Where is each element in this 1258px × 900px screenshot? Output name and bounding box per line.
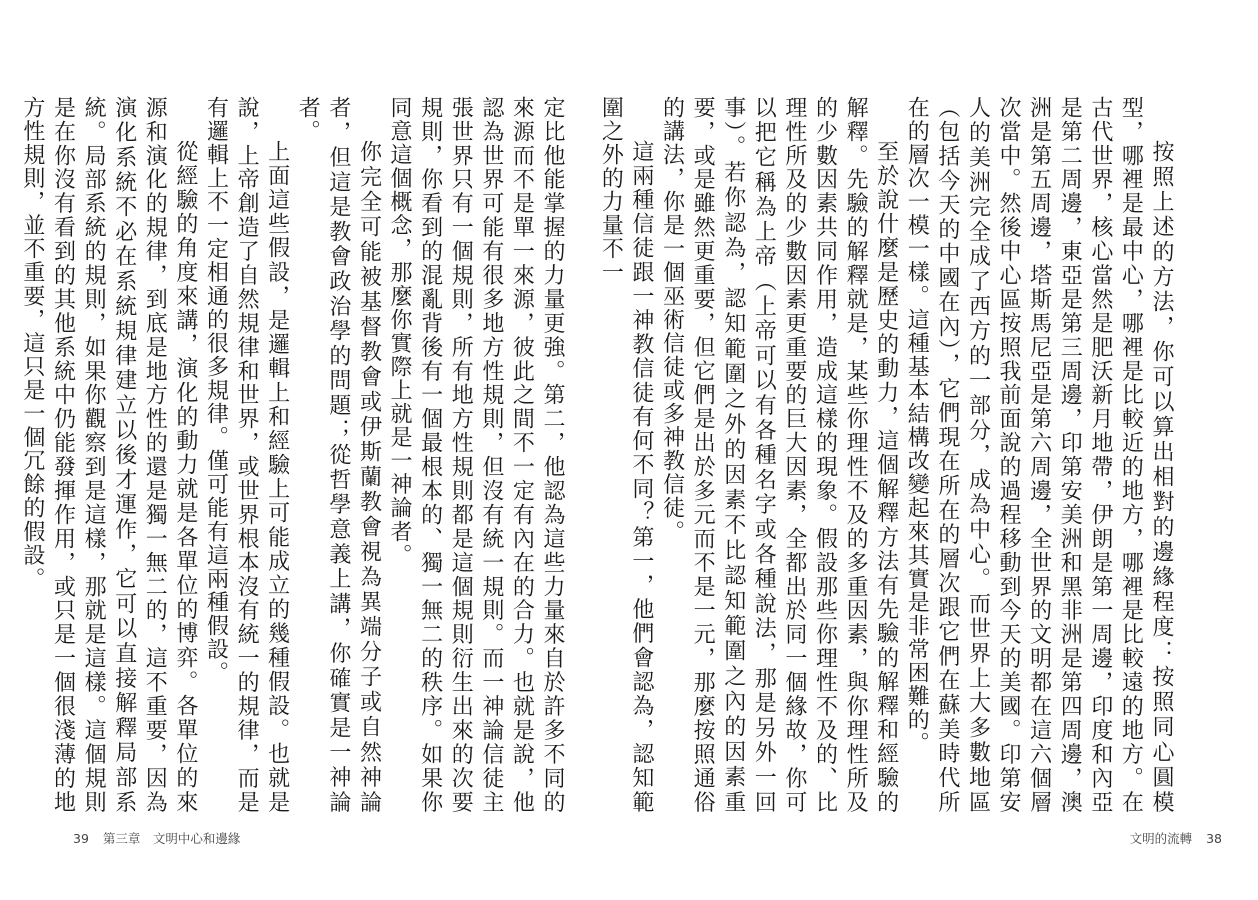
- paragraph: 至於說什麼是歷史的動力，這個解釋方法有先驗的解釋和經驗的解釋。先驗的解釋就是，某些你理性不及的多重因素，與你理性所及的少數因素共同作用，造成這樣的現象。假設那些你理性不及的、比理性所及的少數因素更重要的巨大因素，全都出於同一個緣故，你可以把它稱為上帝（上帝可以有各種名字或各種說法，那是另外一回事）。若你認為，認知範圍之外的因素不比認知範圍之內的因素重要，或是雖然更重要，但它們是出於多元而不是一元，那麼按照通俗的講法，你是一個巫術信徒或多神教信徒。: [659, 96, 899, 814]
- page-number: 38: [1206, 831, 1222, 846]
- running-header-chapter-title: 第三章 文明中心和邊緣: [102, 831, 241, 846]
- right-page-footer: [1130, 829, 1222, 847]
- paragraph: 這兩種信徒跟一神教信徒有何不同？第一，他們會認為，認知範圍之外的力量不一: [598, 96, 654, 814]
- paragraph: 按照上述的方法，你可以算出相對的邊緣程度：按照同心圓模型，哪裡是最中心，哪裡是比較近的地方，哪裡是比較遠的地方。在古代世界，核心當然是肥沃新月地帶，伊朗是第一周邊，印度和內亞是第二周邊，東亞是第三周邊，印第安美洲和黑非洲是第四周邊，澳洲是第五周邊，塔斯馬尼亞是第六周邊，全世界的文明都在這六個層次當中。然後中心區按照我前面說的過程移動到今天的美國。印第安人的美洲完全成了西方的一部分，成為中心。而世界上大多數地區（包括今天的中國在內），它們現在所在的層次跟它們在蘇美時代所在的層次一模一樣。這種基本結構改變起來其實是非常困難的。: [904, 96, 1174, 814]
- paragraph: 你完全可能被基督教會或伊斯蘭教會視為異端分子或自然神論者，但這是教會政治學的問題；從哲學意義上講，你確實是一神論者。: [295, 96, 382, 814]
- right-page-body-text: [598, 96, 1176, 814]
- page-number: 39: [73, 831, 89, 846]
- running-header-book-title: 文明的流轉: [1129, 831, 1193, 846]
- left-page-body-text: [19, 96, 567, 814]
- left-page-footer: [73, 829, 240, 847]
- paragraph: 上面這些假設，是邏輯上和經驗上可能成立的幾種假設。也就是說，上帝創造了自然規律和世界，或世界根本沒有統一的規律，而是有邏輯上不一定相通的很多規律。僅可能有這兩種假設。: [203, 96, 290, 814]
- right-page: [598, 0, 1258, 900]
- paragraph: 定比他能掌握的力量更強。第二，他認為這些力量來自於許多不同的來源而不是單一來源，彼此之間不一定有內在的合力。也就是說，他認為世界可能有很多地方性規則，但沒有統一規則。而一神論信徒主張世界只有一個規則，所有地方性規則都是這個規則衍生出來的次要規則，你看到的混亂背後有一個最根本的、獨一無二的秩序。如果你同意這個概念，那麼你實際上就是一神論者。: [387, 96, 565, 814]
- paragraph: 從經驗的角度來講，演化的動力就是各單位的博弈。各單位的來源和演化的規律，到底是地方性的還是獨一無二的，這不重要，因為演化系統不必在系統規律建立以後才運作，它可以直接解釋局部系統。局部系統的規則，如果你觀察到是這樣，那就是這樣。這個規則是在你沒有看到的其他系統中仍能發揮作用，或只是一個很淺薄的地方性規則，並不重要，這只是一個冗餘的假設。: [19, 96, 198, 814]
